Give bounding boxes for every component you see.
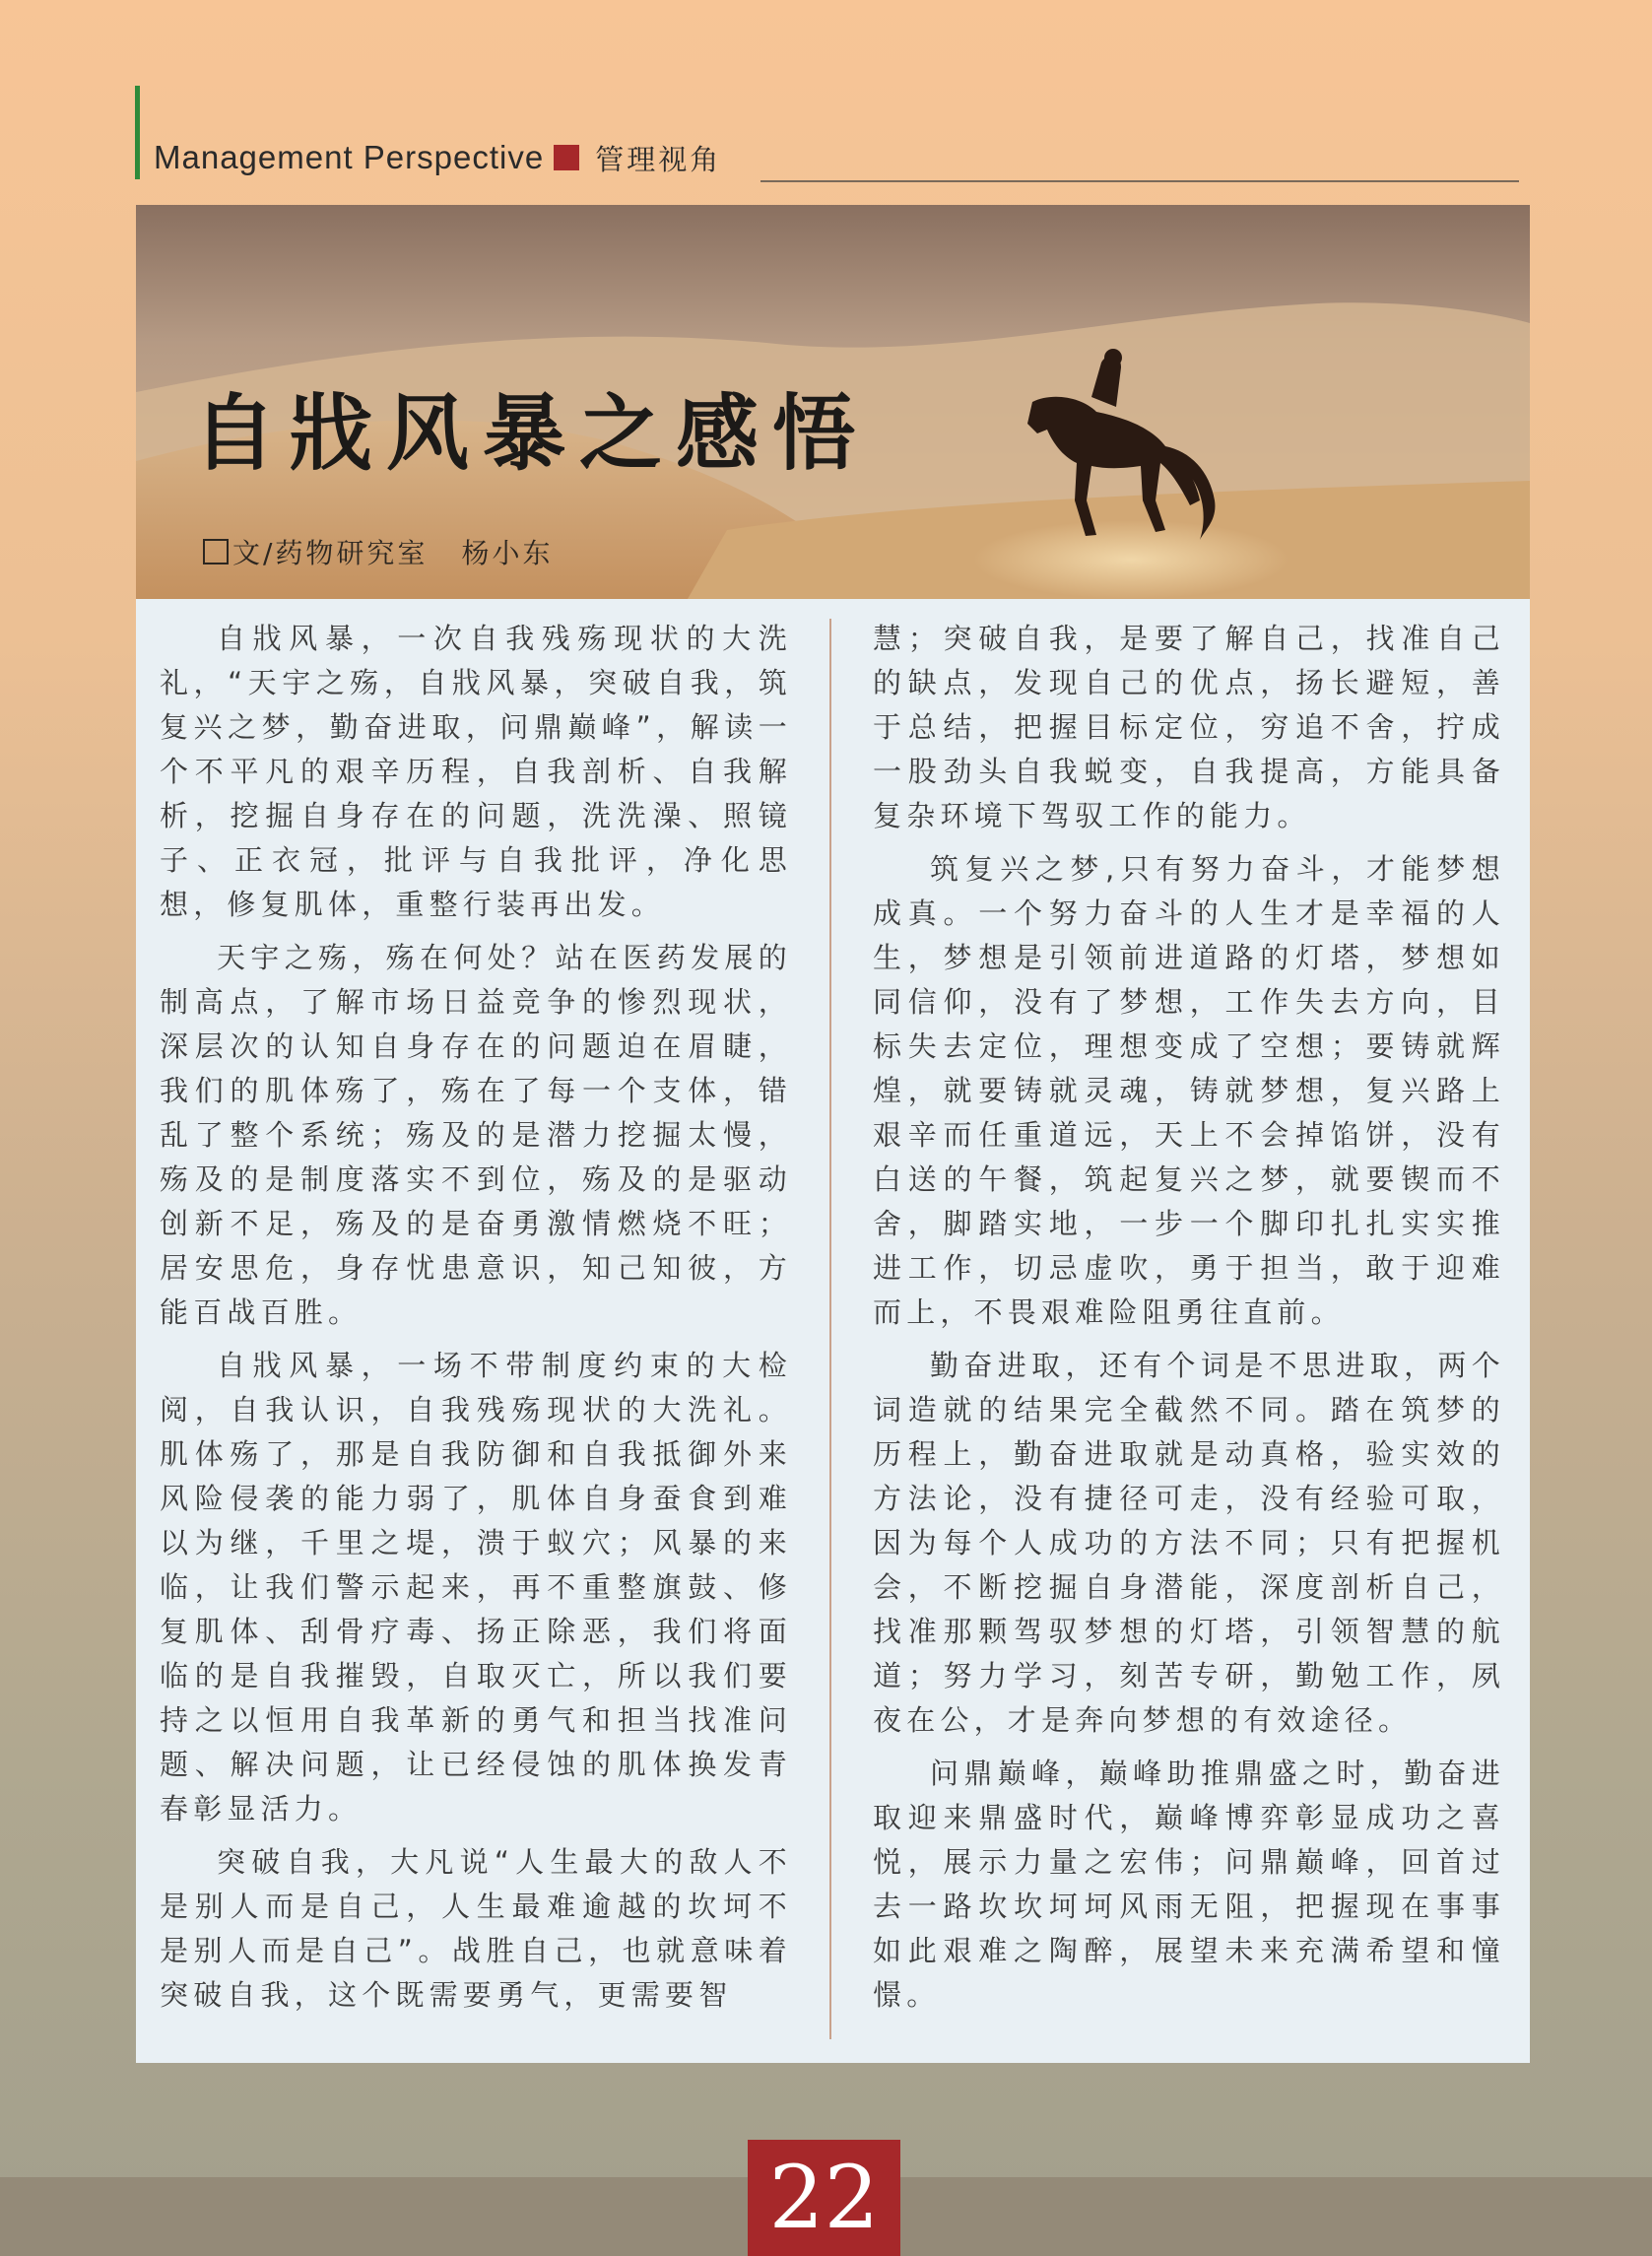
- header-accent-bar: [135, 86, 140, 179]
- page-number: 22: [748, 2140, 900, 2256]
- paragraph: 自戕风暴，一次自我残殇现状的大洗礼，“天宇之殇，自戕风暴，突破自我，筑复兴之梦，勤奋进取，问鼎巅峰”，解读一个不平凡的艰辛历程，自我剖析、自我解析，挖掘自身存在的问题，洗洗澡、照镜子、正衣冠，批评与自我批评，净化思想，修复肌体，重整行装再出发。: [160, 622, 792, 921]
- section-header: [154, 138, 721, 177]
- paragraph: 自戕风暴，一场不带制度约束的大检阅，自我认识，自我残殇现状的大洗礼。肌体殇了，那是自我防御和自我抵御外来风险侵袭的能力弱了，肌体自身蚕食到难以为继，千里之堤，溃于蚁穴；风暴的来临，让我们警示起来，再不重整旗鼓、修复肌体、刮骨疗毒、扬正除恶，我们将面临的是自我摧毁，自取灭亡，所以我们要持之以恒用自我革新的勇气和担当找准问题、解决问题，让已经侵蚀的肌体换发青春彰显活力。: [160, 1349, 792, 1825]
- paragraph: 筑复兴之梦,只有努力奋斗，才能梦想成真。一个努力奋斗的人生才是幸福的人生，梦想是引领前进道路的灯塔，梦想如同信仰，没有了梦想，工作失去方向，目标失去定位，理想变成了空想；要铸就辉煌，就要铸就灵魂，铸就梦想，复兴路上艰辛而任重道远，天上不会掉馅饼，没有白送的午餐，筑起复兴之梦，就要锲而不舍，脚踏实地，一步一个脚印扎扎实实推进工作，切忌虚吹，勇于担当，敢于迎难而上，不畏艰难险阻勇往直前。: [873, 852, 1505, 1329]
- byline-author: 杨小东: [461, 537, 554, 569]
- section-title-en: Management Perspective: [154, 139, 545, 175]
- byline-box-icon: [203, 539, 229, 564]
- section-title-zh: 管理视角: [595, 142, 722, 176]
- paragraph-continued: 慧；突破自我，是要了解自己，找准自己的缺点，发现自己的优点，扬长避短，善于总结，把握目标定位，穷追不舍，拧成一股劲头自我蜕变，自我提高，方能具备复杂环境下驾驭工作的能力。: [873, 622, 1505, 832]
- paragraph: 勤奋进取，还有个词是不思进取，两个词造就的结果完全截然不同。踏在筑梦的历程上，勤奋进取就是动真格，验实效的方法论，没有捷径可走，没有经验可取，因为每个人成功的方法不同；只有把握机会，不断挖掘自身潜能，深度剖析自己，找准那颗驾驭梦想的灯塔，引领智慧的航道；努力学习，刻苦专研，勤勉工作，夙夜在公，才是奔向梦想的有效途径。: [873, 1349, 1505, 1737]
- paragraph: 问鼎巅峰，巅峰助推鼎盛之时，勤奋进取迎来鼎盛时代，巅峰博弈彰显成功之喜悦，展示力量之宏伟；问鼎巅峰，回首过去一路坎坎坷坷风雨无阻，把握现在事事如此艰难之陶醉，展望未来充满希望和憧憬。: [873, 1757, 1505, 2012]
- byline: [203, 532, 553, 571]
- paragraph: 天宇之殇，殇在何处？站在医药发展的制高点，了解市场日益竞争的惨烈现状，深层次的认知自身存在的问题迫在眉睫，我们的肌体殇了，殇在了每一个支体，错乱了整个系统；殇及的是潜力挖掘太慢，殇及的是制度落实不到位，殇及的是驱动创新不足，殇及的是奋勇激情燃烧不旺；居安思危，身存忧患意识，知己知彼，方能百战百胜。: [160, 941, 792, 1329]
- article-title: 自戕风暴之感悟: [193, 384, 870, 482]
- header-rule: [760, 180, 1519, 182]
- banner-image: [136, 205, 1530, 599]
- column-divider: [829, 619, 831, 2039]
- article-column-right: [873, 617, 1505, 2026]
- paragraph: 突破自我，大凡说“人生最大的敌人不是别人而是自己，人生最难逾越的坎坷不是别人而是自己”。战胜自己，也就意味着突破自我，这个既需要勇气，更需要智: [160, 1845, 792, 2012]
- article-column-left: [160, 617, 792, 2026]
- byline-dept: 文/药物研究室: [232, 537, 429, 569]
- article-panel: [136, 205, 1530, 2063]
- section-marker-square: [554, 145, 579, 170]
